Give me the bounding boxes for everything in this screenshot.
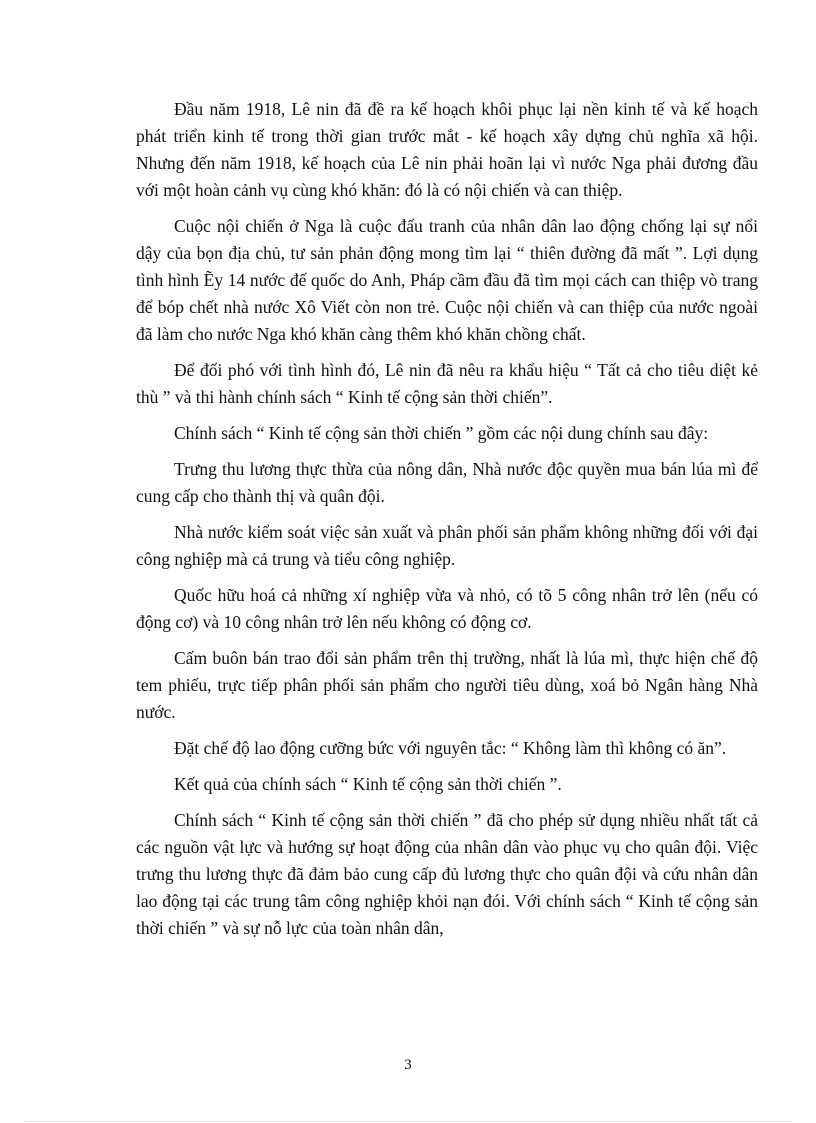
paragraph-5: Trưng thu lương thực thừa của nông dân, Nhà nước độc quyền mua bán lúa mì để cung cấp cho thành thị và quân đội. (136, 459, 758, 506)
paragraph-2: Cuộc nội chiến ở Nga là cuộc đấu tranh của nhân dân lao động chống lại sự nổi dậy của bọn địa chủ, tư sản phản động mong tìm lại “ thiên đường đã mất ”. Lợi dụng tình hình Ẽy 14 nước đế quốc do Anh, Pháp cầm đầu đã tìm mọi cách can thiệp vò trang để bóp chết nhà nước Xô Viết còn non trẻ. Cuộc nội chiến và can thiệp của nước ngoài đã làm cho nước Nga khó khăn càng thêm khó khăn chồng chất. (136, 216, 758, 344)
paragraph-1: Đầu năm 1918, Lê nin đã đề ra kế hoạch khôi phục lại nền kinh tế và kế hoạch phát triển kinh tế trong thời gian trước mắt - kế hoạch xây dựng chủ nghĩa xã hội. Nhưng đến năm 1918, kế hoạch của Lê nin phải hoãn lại vì nước Nga phải đương đầu với một hoàn cảnh vụ cùng khó khăn: đó là có nội chiến và can thiệp. (136, 99, 758, 200)
body-text (136, 96, 758, 951)
paragraph-3: Để đối phó với tình hình đó, Lê nin đã nêu ra khẩu hiệu “ Tất cả cho tiêu diệt kẻ thù ” và thi hành chính sách “ Kinh tế cộng sản thời chiến”. (136, 360, 758, 407)
paragraph-8: Cấm buôn bán trao đổi sản phẩm trên thị trường, nhất là lúa mì, thực hiện chế độ tem phiếu, trực tiếp phân phối sản phẩm cho người tiêu dùng, xoá bỏ Ngân hàng Nhà nước. (136, 648, 758, 722)
paragraph-7: Quốc hữu hoá cả những xí nghiệp vừa và nhỏ, có tõ 5 công nhân trở lên (nếu có động cơ) và 10 công nhân trở lên nếu không có động cơ. (136, 585, 758, 632)
paragraph-9: Đặt chế độ lao động cưỡng bức với nguyên tắc: “ Không làm thì không có ăn”. (174, 738, 727, 758)
paragraph-6: Nhà nước kiểm soát việc sản xuất và phân phối sản phẩm không những đối với đại công nghiệp mà cả trung và tiểu công nghiệp. (136, 522, 758, 569)
paragraph-11: Chính sách “ Kinh tế cộng sản thời chiến ” đã cho phép sử dụng nhiều nhất tất cả các nguồn vật lực và hướng sự hoạt động của nhân dân vào phục vụ cho quân đội. Việc trưng thu lương thực đã đảm bảo cung cấp đủ lương thực cho quân đội và cứu nhân dân lao động tại các trung tâm công nghiệp khỏi nạn đói. Với chính sách “ Kinh tế cộng sản thời chiến ” và sự nỗ lực của toàn nhân dân, (136, 810, 758, 938)
paragraph-4: Chính sách “ Kinh tế cộng sản thời chiến ” gồm các nội dung chính sau đây: (174, 423, 709, 443)
page-number: 3 (404, 1057, 412, 1073)
page-bottom-edge (24, 1121, 792, 1122)
paragraph-10: Kết quả của chính sách “ Kinh tế cộng sản thời chiến ”. (174, 774, 562, 794)
